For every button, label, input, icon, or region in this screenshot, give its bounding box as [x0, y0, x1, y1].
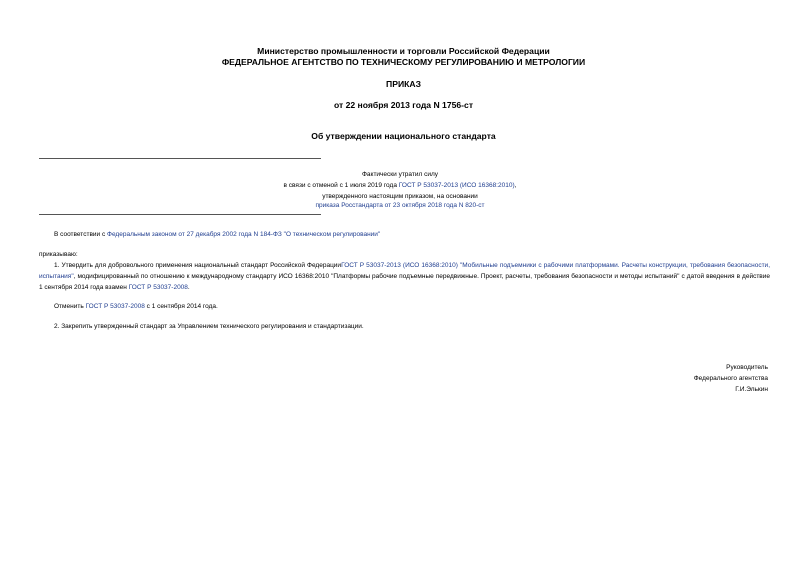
status-note-line3: утвержденного настоящим приказом, на основании	[322, 193, 478, 200]
gost-2008-link[interactable]: ГОСТ Р 53037-2008	[128, 284, 188, 291]
basis-paragraph	[54, 229, 380, 240]
order-word: приказываю:	[39, 251, 78, 258]
status-note-line2	[230, 180, 570, 191]
signature-org: Федерального агентства	[693, 375, 768, 382]
signature-name: Г.И.Элькин	[735, 386, 768, 393]
agency-name: ФЕДЕРАЛЬНОЕ АГЕНТСТВО ПО ТЕХНИЧЕСКОМУ РЕГУЛИРОВАНИЮ И МЕТРОЛОГИИ	[221, 57, 586, 67]
federal-law-link[interactable]: Федеральным законом от 27 декабря 2002 года N 184-ФЗ "О техническом регулировании"	[107, 231, 381, 238]
item1-text: 1. Утвердить для добровольного применения национальный стандарт Российской Федерации	[54, 262, 342, 269]
cancel-text: Отменить	[54, 303, 86, 310]
basis-text: В соответствии с	[54, 231, 108, 238]
item2-paragraph: 2. Закрепить утвержденный стандарт за Управлением технического регулирования и стандартизации.	[54, 323, 364, 330]
signature-title: Руководитель	[726, 364, 768, 371]
item1-paragraph	[39, 260, 770, 293]
cancel-paragraph	[54, 301, 218, 312]
document-subject: Об утверждении национального стандарта	[311, 131, 496, 141]
document-type: ПРИКАЗ	[386, 79, 421, 89]
status-note-line1: Фактически утратил силу	[361, 171, 439, 178]
status-note-text: в связи с отменой с 1 июля 2019 года	[283, 182, 399, 189]
item1-end: .	[187, 284, 190, 291]
bottom-divider	[39, 214, 321, 215]
status-note-comma: ,	[514, 182, 517, 189]
gost-2013-link[interactable]: ГОСТ Р 53037-2013 (ИСО 16368:2010)	[398, 182, 515, 189]
gost-2013-title-link[interactable]: ГОСТ Р 53037-2013 (ИСО 16368:2010) "Мобильные подъемники с рабочими платформами. Расчеты конструкции, требования безопасности, испытания"	[39, 262, 770, 280]
cancel-suffix: с 1 сентября 2014 года.	[144, 303, 218, 310]
gost-2008-cancel-link[interactable]: ГОСТ Р 53037-2008	[85, 303, 145, 310]
item1-middle-text: , модифицированный по отношению к международному стандарту ИСО 16368:2010 "Платформы рабочие подъемные передвижные. Проект, расчеты, требования безопасности и методы испытаний" с датой введения в действие 1 сентября 2014 года взамен	[39, 273, 770, 291]
top-divider	[39, 158, 321, 159]
document-date: от 22 ноября 2013 года N 1756-ст	[333, 100, 474, 110]
ministry-name: Министерство промышленности и торговли Российской Федерации	[257, 46, 550, 56]
rosstandart-order-link[interactable]: приказа Росстандарта от 23 октября 2018 года N 820-ст	[315, 202, 485, 209]
status-note-line4	[230, 200, 570, 211]
